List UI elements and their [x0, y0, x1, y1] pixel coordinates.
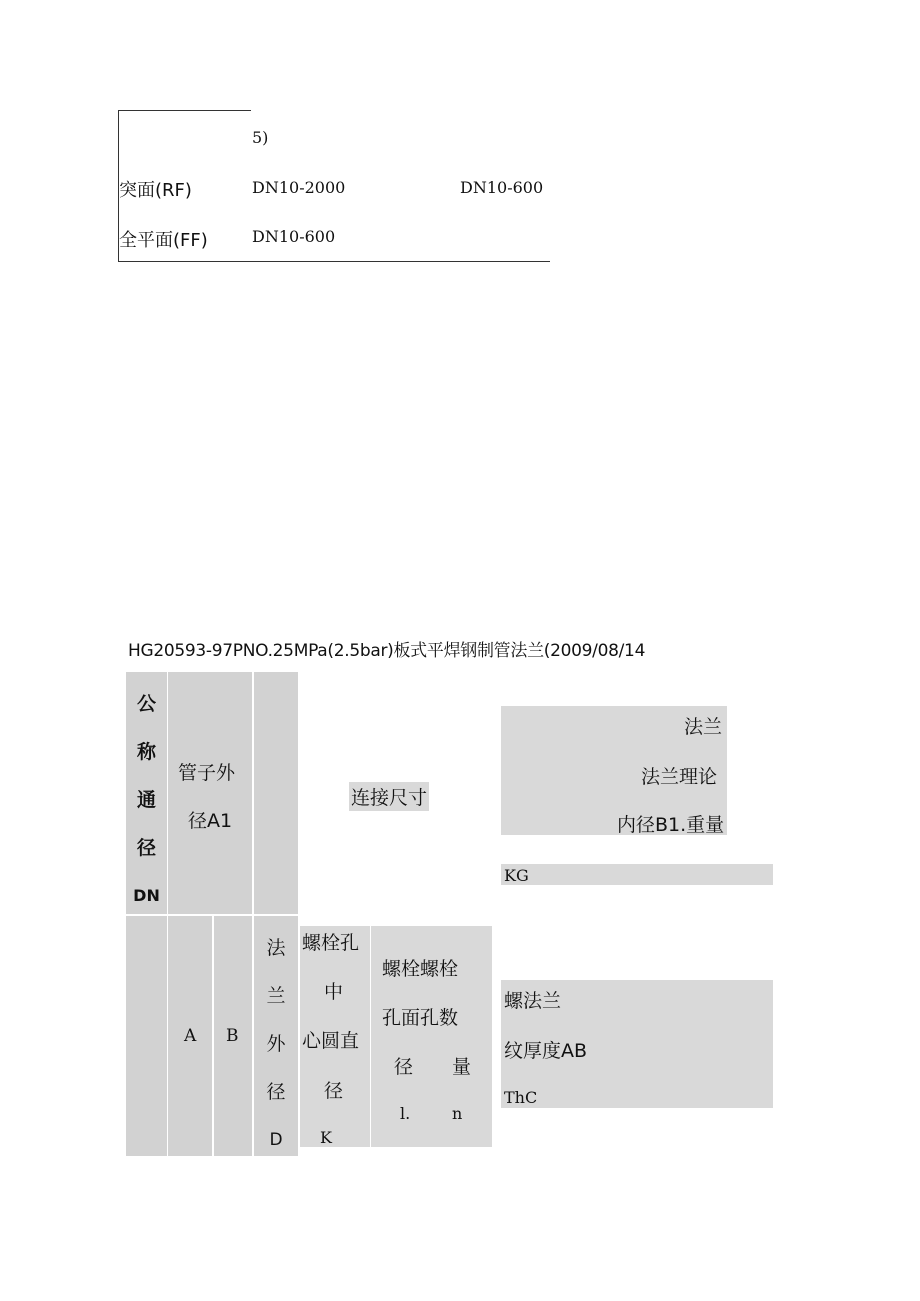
thread-line1: 螺法兰 [504, 990, 562, 1012]
bolt-circle-line3: 径 [324, 1080, 344, 1102]
kg-cell [501, 864, 773, 885]
pipe-od-line2: 径A1 [188, 810, 233, 832]
bolt-hole-line1: 螺栓螺栓 [382, 958, 459, 980]
bolt-hole-line4b: n [452, 1104, 463, 1123]
nominal-dn-char-4: DN [133, 886, 160, 905]
bolt-circle-line0: 螺栓孔 [302, 932, 360, 954]
bolt-hole-line2: 孔面孔数 [382, 1007, 459, 1029]
bolt-circle-line4: K [320, 1128, 332, 1147]
flange-od-char-2: 外 [266, 1033, 286, 1055]
bolt-circle-line2: 心圆直 [302, 1030, 360, 1052]
nominal-dn-char-2: 通 [136, 789, 156, 811]
flange-weight-line3: 内径B1.重量 [617, 814, 725, 836]
top-table-row1-col3: DN10-600 [460, 178, 544, 197]
flange-od-char-4: D [269, 1130, 283, 1150]
nominal-dn-char-0: 公 [136, 693, 156, 715]
bolt-circle-line1: 中 [324, 981, 344, 1003]
flange-weight-line1: 法兰 [684, 716, 723, 738]
flange-od-header [254, 924, 298, 1164]
top-table-row2-col2: DN10-600 [252, 227, 336, 246]
flange-od-char-0: 法 [266, 937, 286, 959]
top-table-row0-col2: 5) [252, 128, 269, 147]
nominal-dn-char-1: 称 [136, 741, 156, 763]
document-title: HG20593-97PNO.25MPa(2.5bar)板式平焊钢制管法兰(2009/08/14 [128, 641, 646, 661]
header-spacer-cell [254, 672, 298, 914]
col-a-label: A [184, 1026, 197, 1046]
nominal-dn-char-3: 径 [136, 837, 156, 859]
flange-od-char-1: 兰 [266, 985, 286, 1007]
kg-label: KG [504, 866, 529, 885]
pipe-od-header-cell [168, 672, 252, 914]
bolt-hole-line3b: 量 [452, 1056, 472, 1078]
connection-size-label: 连接尺寸 [349, 782, 429, 811]
bolt-hole-line4a: l. [400, 1104, 411, 1123]
top-table-row1-label: 突面(RF) [119, 180, 192, 201]
flange-od-char-3: 径 [266, 1081, 286, 1103]
thread-line3: ThC [504, 1088, 538, 1107]
pipe-od-line1: 管子外 [178, 762, 236, 784]
lower-dn-cell [126, 916, 167, 1156]
top-table-row2-label: 全平面(FF) [119, 230, 208, 251]
col-b-label: B [226, 1026, 239, 1046]
bolt-hole-line3a: 径 [394, 1056, 414, 1078]
flange-weight-line2: 法兰理论 [641, 766, 718, 788]
thread-line2: 纹厚度AB [504, 1040, 588, 1062]
top-table-top-border [118, 110, 251, 111]
nominal-dn-header [126, 680, 167, 920]
top-table-row1-col2: DN10-2000 [252, 178, 346, 197]
top-table-bottom-border [118, 261, 550, 262]
